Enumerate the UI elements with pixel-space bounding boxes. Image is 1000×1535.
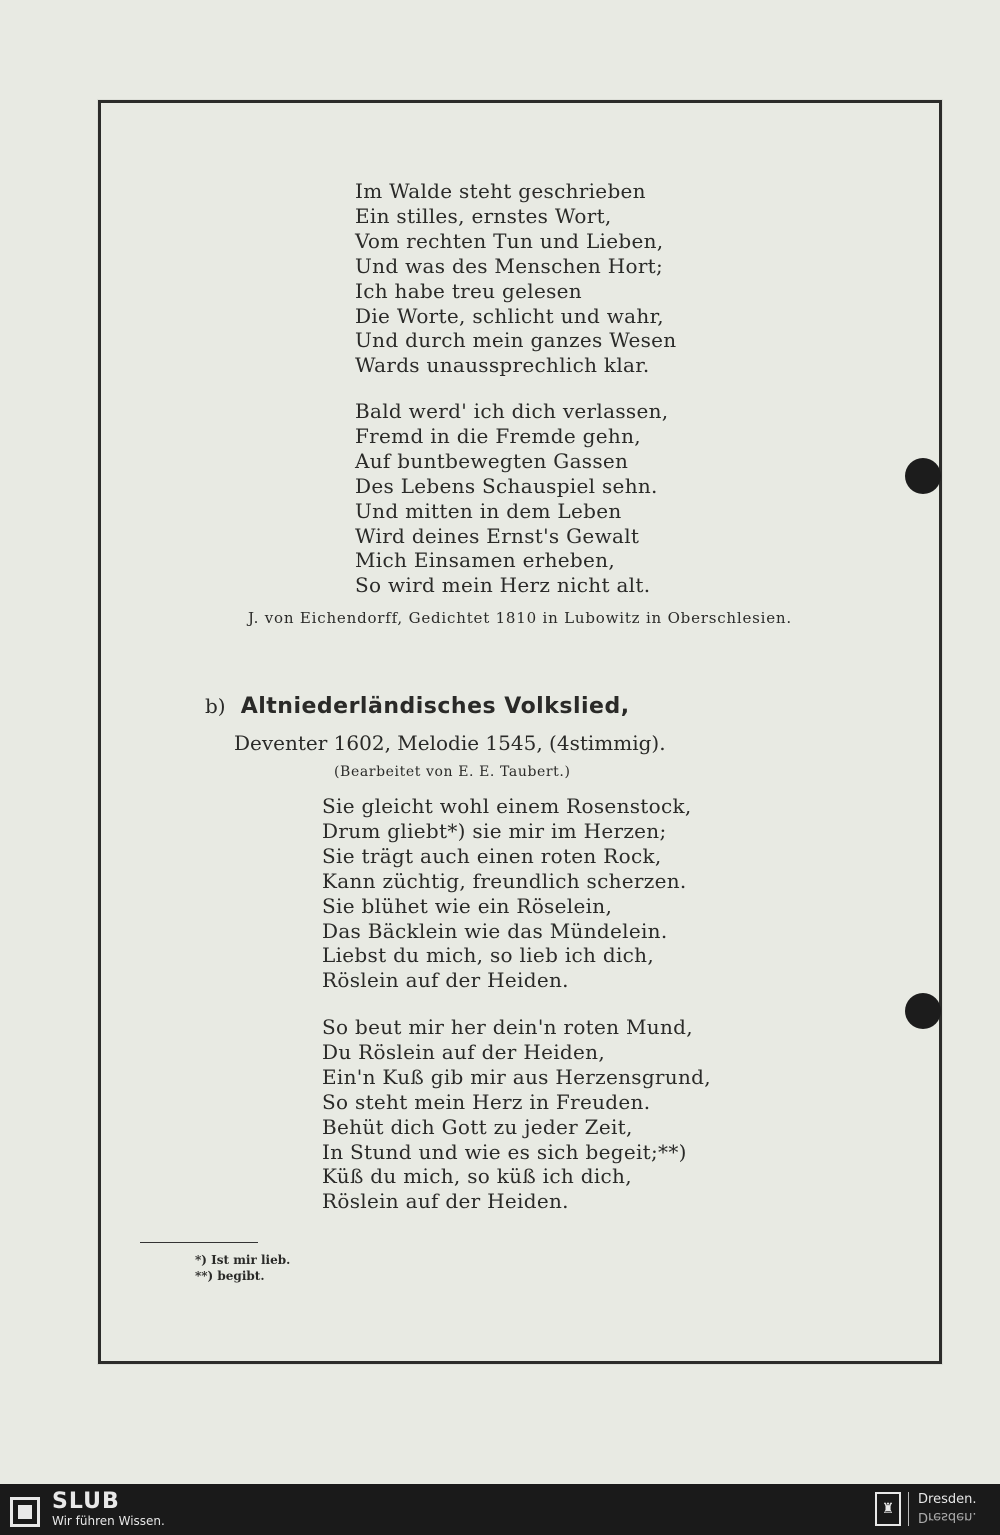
poem-line: Fremd in die Fremde gehn, — [355, 423, 641, 448]
song-line: Behüt dich Gott zu jeder Zeit, — [322, 1114, 633, 1139]
footnotes — [195, 1252, 290, 1284]
footnote: **) begibt. — [195, 1269, 265, 1283]
poem-line: Ein stilles, ernstes Wort, — [355, 203, 612, 228]
slub-name[interactable]: SLUB — [52, 1489, 120, 1514]
song-arranger: (Bearbeitet von E. E. Taubert.) — [334, 764, 571, 780]
dresden-label: Dresden. — [918, 1492, 977, 1507]
slub-logo-icon[interactable] — [10, 1497, 40, 1527]
dresden-label-reflection: Dresden. — [918, 1509, 977, 1524]
song-line: Küß du mich, so küß ich dich, — [322, 1164, 632, 1189]
song-line: Sie blühet wie ein Röselein, — [322, 893, 613, 918]
poem-line: Die Worte, schlicht und wahr, — [355, 303, 664, 328]
poem-line: Wards unaussprechlich klar. — [355, 353, 650, 378]
song-line: So beut mir her dein'n roten Mund, — [322, 1015, 693, 1039]
poem-attribution: J. von Eichendorff, Gedichtet 1810 in Lubowitz in Oberschlesien. — [248, 609, 792, 627]
poem-line: Wird deines Ernst's Gewalt — [355, 523, 640, 548]
dresden-logo[interactable] — [918, 1492, 976, 1524]
poem-line: Des Lebens Schauspiel sehn. — [355, 473, 658, 498]
viewer-footer — [0, 1484, 1000, 1535]
song-line: So steht mein Herz in Freuden. — [322, 1089, 651, 1114]
poem-line: Mich Einsamen erheben, — [355, 548, 616, 573]
poem-line: Und durch mein ganzes Wesen — [355, 328, 677, 353]
punch-hole — [905, 458, 941, 494]
song-line: Röslein auf der Heiden. — [322, 968, 569, 993]
song-line: Das Bäcklein wie das Mündelein. — [322, 918, 668, 943]
song-b-stanza-1 — [322, 794, 692, 993]
punch-hole — [905, 993, 941, 1029]
footnote-divider — [140, 1242, 258, 1243]
poem-line: Ich habe treu gelesen — [355, 278, 582, 303]
section-letter: b) — [205, 694, 226, 718]
poem-a-stanza-1 — [355, 179, 676, 378]
song-b-stanza-2 — [322, 1015, 711, 1214]
poem-line: Bald werd' ich dich verlassen, — [355, 399, 669, 423]
slub-tagline: Wir führen Wissen. — [52, 1514, 165, 1528]
song-line: Sie gleicht wohl einem Rosenstock, — [322, 794, 692, 818]
song-title: Altniederländisches Volkslied, — [240, 694, 630, 719]
song-line: Ein'n Kuß gib mir aus Herzensgrund, — [322, 1064, 711, 1089]
poem-line: Und was des Menschen Hort; — [355, 253, 664, 278]
footer-divider — [908, 1492, 909, 1526]
song-line: In Stund und wie es sich begeit;**) — [322, 1139, 687, 1164]
poem-line: Im Walde steht geschrieben — [355, 179, 646, 203]
song-line: Sie trägt auch einen roten Rock, — [322, 843, 662, 868]
poem-a-stanza-2 — [355, 399, 668, 598]
song-line: Röslein auf der Heiden. — [322, 1189, 569, 1214]
poem-line: Und mitten in dem Leben — [355, 498, 622, 523]
song-line: Liebst du mich, so lieb ich dich, — [322, 943, 654, 968]
poem-line: Auf buntbewegten Gassen — [355, 448, 629, 473]
poem-line: So wird mein Herz nicht alt. — [355, 573, 651, 598]
song-line: Kann züchtig, freundlich scherzen. — [322, 868, 687, 893]
dresden-crest-icon[interactable]: ♜ — [875, 1492, 901, 1526]
song-line: Du Röslein auf der Heiden, — [322, 1039, 605, 1064]
section-heading — [205, 694, 630, 719]
song-subtitle: Deventer 1602, Melodie 1545, (4stimmig). — [234, 731, 666, 755]
footnote: *) Ist mir lieb. — [195, 1253, 291, 1267]
song-line: Drum gliebt*) sie mir im Herzen; — [322, 818, 667, 843]
poem-line: Vom rechten Tun und Lieben, — [355, 228, 664, 253]
